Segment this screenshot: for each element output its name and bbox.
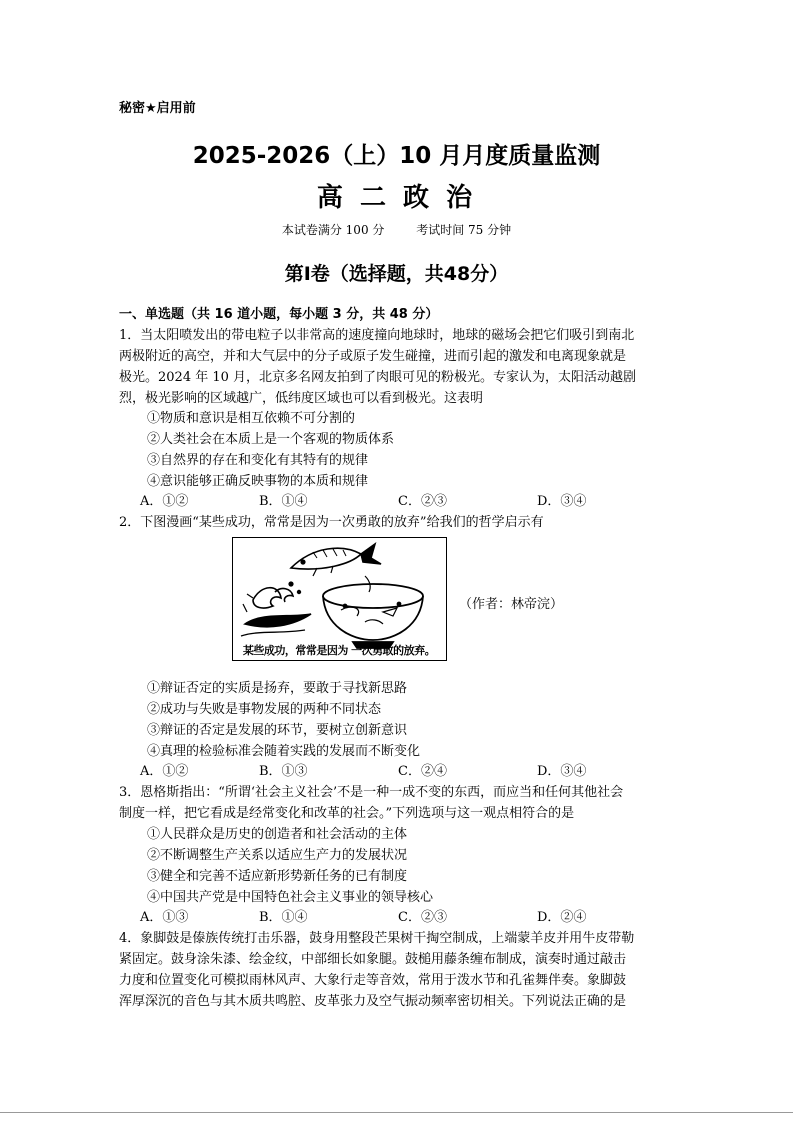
q3-choice-d[interactable]: D．②④ bbox=[537, 910, 587, 925]
q4-line: 浑厚深沉的音色与其木质共鸣腔、皮革张力及空气振动频率密切相关。下列说法正确的是 bbox=[119, 994, 627, 1009]
q2-stem: 2．下图漫画“某些成功，常常是因为一次勇敢的放弃”给我们的哲学启示有 bbox=[119, 515, 544, 530]
q2-choice-d[interactable]: D．③④ bbox=[537, 764, 587, 779]
q3-choice-a[interactable]: A．①③ bbox=[140, 910, 189, 925]
q1-line: 极光。2024 年 10 月，北京多名网友拍到了肉眼可见的粉极光。专家认为，太阳活动越剧 bbox=[119, 370, 637, 385]
q4-line: 力度和位置变化可模拟雨林风声、大象行走等音效，常用于泼水节和孔雀舞伴奏。象脚鼓 bbox=[119, 973, 627, 988]
bowl-icon bbox=[323, 584, 423, 648]
fish-icon bbox=[291, 544, 381, 576]
q1-choice-b[interactable]: B．①④ bbox=[259, 494, 308, 509]
exam-subject: 高 二 政 治 bbox=[316, 183, 477, 213]
cartoon-image bbox=[232, 537, 447, 661]
q2-choice-b[interactable]: B．①③ bbox=[259, 764, 308, 779]
wave-icon bbox=[241, 582, 311, 636]
q1-option: ③自然界的存在和变化有其特有的规律 bbox=[147, 453, 369, 468]
secret-label: 秘密★启用前 bbox=[119, 101, 196, 116]
q1-line: 烈，极光影响的区域越广，低纬度区域也可以看到极光。这表明 bbox=[119, 391, 484, 406]
cartoon-author: （作者：林帝浣） bbox=[459, 597, 564, 612]
q1-choice-d[interactable]: D．③④ bbox=[537, 494, 587, 509]
part-heading: 一、单选题（共 16 道小题，每小题 3 分，共 48 分） bbox=[119, 307, 439, 322]
q2-option: ①辩证否定的实质是扬弃，要敢于寻找新思路 bbox=[147, 681, 408, 696]
cartoon-caption: 某些成功，常常是因为 一次勇敢的放弃。 bbox=[242, 644, 436, 657]
q1-choice-c[interactable]: C．②③ bbox=[398, 494, 447, 509]
q4-line: 紧固定。鼓身涂朱漆、绘金纹，中部细长如象腿。鼓槌用藤条缠布制成，演奏时通过敲击 bbox=[119, 952, 627, 967]
cartoon-drawing bbox=[233, 538, 445, 659]
q2-choice-a[interactable]: A．①② bbox=[140, 764, 189, 779]
exam-meta bbox=[0, 221, 793, 238]
q1-option: ②人类社会在本质上是一个客观的物质体系 bbox=[147, 432, 395, 447]
q3-line: 3．恩格斯指出：“所谓‘社会主义社会’不是一种一成不变的东西，而应当和任何其他社会 bbox=[119, 785, 624, 800]
q1-option: ①物质和意识是相互依赖不可分割的 bbox=[147, 411, 356, 426]
q1-option: ④意识能够正确反映事物的本质和规律 bbox=[147, 474, 369, 489]
q1-line: 两极附近的高空，并和大气层中的分子或原子发生碰撞，进而引起的激发和电离现象就是 bbox=[119, 349, 627, 364]
q3-choice-c[interactable]: C．②③ bbox=[398, 910, 447, 925]
q3-choice-b[interactable]: B．①④ bbox=[259, 910, 308, 925]
q3-option: ①人民群众是历史的创造者和社会活动的主体 bbox=[147, 827, 408, 842]
exam-time: 考试时间 75 分钟 bbox=[416, 223, 512, 237]
full-score: 本试卷满分 100 分 bbox=[281, 223, 385, 237]
q1-choice-a[interactable]: A．①② bbox=[140, 494, 189, 509]
q2-option: ②成功与失败是事物发展的两种不同状态 bbox=[147, 702, 382, 717]
q3-option: ②不断调整生产关系以适应生产力的发展状况 bbox=[147, 848, 408, 863]
page-bottom-divider bbox=[0, 1112, 793, 1113]
q2-choice-c[interactable]: C．②④ bbox=[398, 764, 447, 779]
exam-title: 2025-2026（上）10 月月度质量监测 bbox=[192, 143, 601, 169]
q4-line: 4．象脚鼓是傣族传统打击乐器，鼓身用整段芒果树干掏空制成，上端蒙羊皮并用牛皮带勒 bbox=[119, 931, 635, 946]
q3-option: ③健全和完善不适应新形势新任务的已有制度 bbox=[147, 869, 408, 884]
q2-option: ④真理的检验标准会随着实践的发展而不断变化 bbox=[147, 744, 421, 759]
q1-line: 1．当太阳喷发出的带电粒子以非常高的速度撞向地球时，地球的磁场会把它们吸引到南北 bbox=[119, 328, 635, 343]
q3-line: 制度一样，把它看成是经常变化和改革的社会。”下列选项与这一观点相符合的是 bbox=[119, 806, 575, 821]
q3-option: ④中国共产党是中国特色社会主义事业的领导核心 bbox=[147, 890, 434, 905]
section-title: 第Ⅰ卷（选择题，共48分） bbox=[284, 263, 509, 285]
q2-option: ③辩证的否定是发展的环节，要树立创新意识 bbox=[147, 723, 408, 738]
